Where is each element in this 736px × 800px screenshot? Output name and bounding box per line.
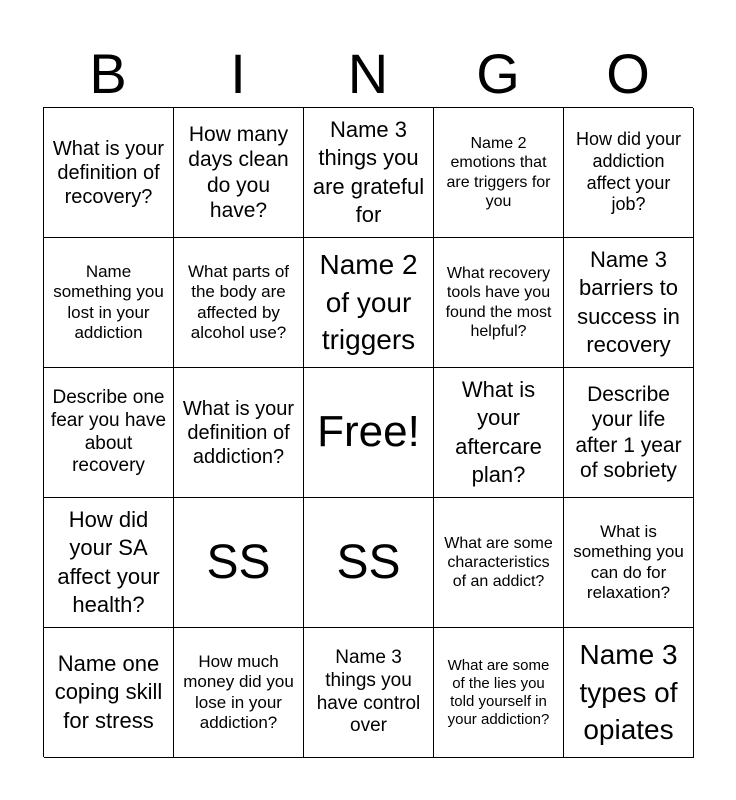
bingo-cell-r3c3-free[interactable]: Free! [304,368,434,498]
bingo-header [43,40,693,108]
bingo-cell-r1c3[interactable]: Name 3 things you are grateful for [304,108,434,238]
bingo-cell-r2c3[interactable]: Name 2 of your triggers [304,238,434,368]
header-letter-b: B [89,42,127,105]
bingo-cell-r4c5[interactable]: What is something you can do for relaxation? [564,498,694,628]
bingo-cell-r5c4[interactable]: What are some of the lies you told yourself in your addiction? [434,628,564,758]
bingo-cell-r4c3[interactable]: SS [304,498,434,628]
bingo-cell-r4c1[interactable]: How did your SA affect your health? [44,498,174,628]
bingo-cell-r2c1[interactable]: Name something you lost in your addiction [44,238,174,368]
bingo-cell-r2c2[interactable]: What parts of the body are affected by alcohol use? [174,238,304,368]
header-letter-n: N [347,42,389,105]
bingo-cell-r3c4[interactable]: What is your aftercare plan? [434,368,564,498]
bingo-cell-r3c2[interactable]: What is your definition of addiction? [174,368,304,498]
bingo-cell-r1c5[interactable]: How did your addiction affect your job? [564,108,694,238]
bingo-cell-r1c2[interactable]: How many days clean do you have? [174,108,304,238]
bingo-cell-r5c1[interactable]: Name one coping skill for stress [44,628,174,758]
bingo-cell-r3c5[interactable]: Describe your life after 1 year of sobriety [564,368,694,498]
bingo-cell-r5c5[interactable]: Name 3 types of opiates [564,628,694,758]
header-letter-g: G [476,42,520,105]
bingo-grid [43,107,693,757]
header-letter-i: I [230,42,246,105]
bingo-cell-r4c2[interactable]: SS [174,498,304,628]
header-letter-o: O [606,42,650,105]
bingo-cell-r1c4[interactable]: Name 2 emotions that are triggers for you [434,108,564,238]
bingo-cell-r4c4[interactable]: What are some characteristics of an addict? [434,498,564,628]
bingo-cell-r2c4[interactable]: What recovery tools have you found the most helpful? [434,238,564,368]
bingo-cell-r5c3[interactable]: Name 3 things you have control over [304,628,434,758]
bingo-cell-r5c2[interactable]: How much money did you lose in your addiction? [174,628,304,758]
bingo-cell-r2c5[interactable]: Name 3 barriers to success in recovery [564,238,694,368]
bingo-cell-r3c1[interactable]: Describe one fear you have about recovery [44,368,174,498]
bingo-cell-r1c1[interactable]: What is your definition of recovery? [44,108,174,238]
